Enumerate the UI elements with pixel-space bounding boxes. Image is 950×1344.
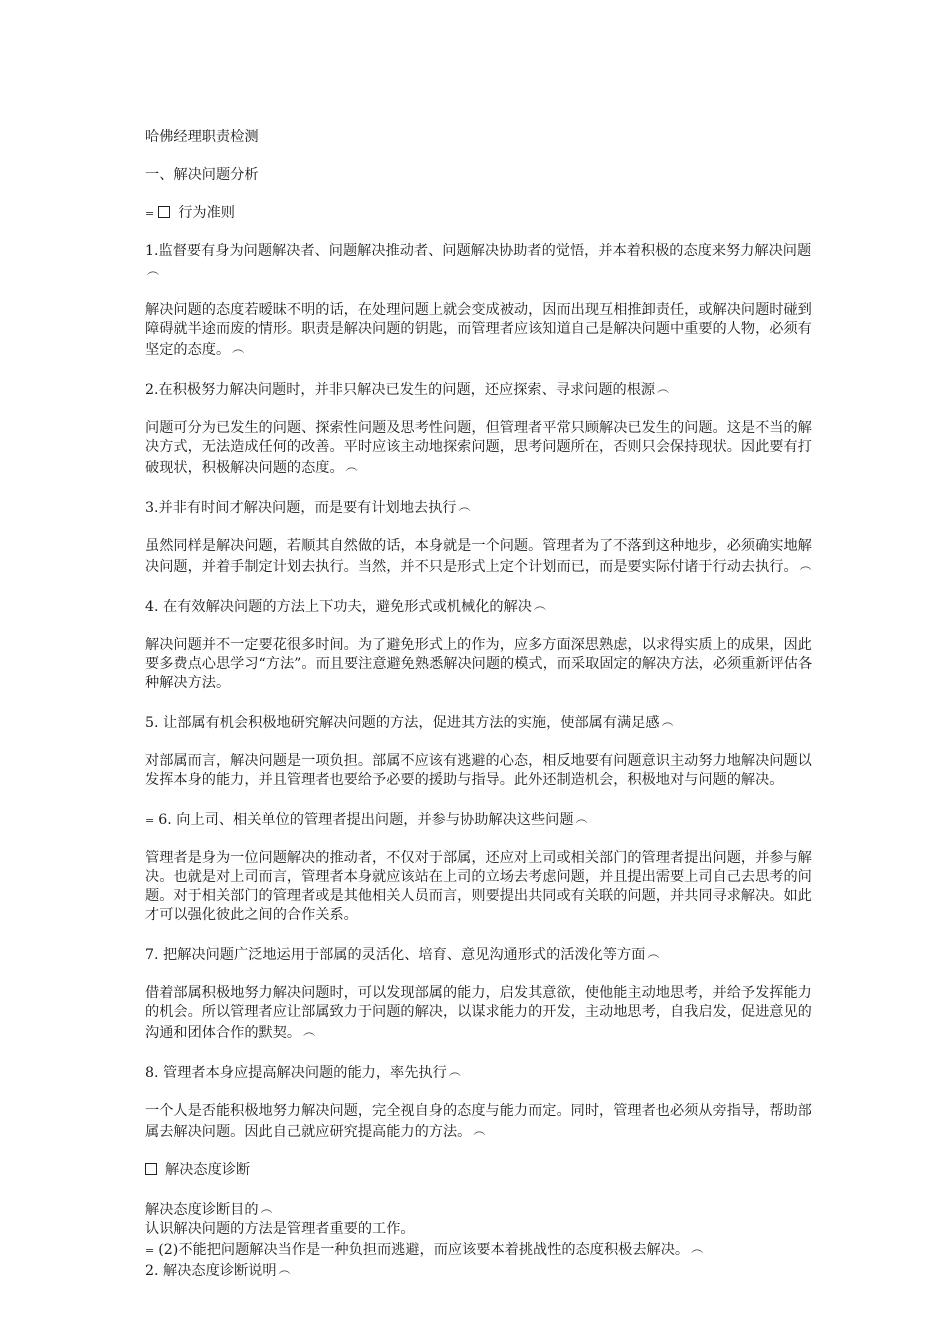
item-body: 解决问题并不一定要花很多时间。为了避免形式上的作为，应多方面深思熟虑，以求得实质上的成果，因此要多费点心思学习“方法”。而且要注意避免熟悉解决问题的模式，而采取固定的解决方法，必须重新评估各种解决方法。 [145, 637, 813, 691]
item-body: 管理者是身为一位问题解决的推动者，不仅对于部属，还应对上司或相关部门的管理者提出问题，并参与解决。也就是对上司而言，管理者本身就应该站在上司的立场去考虑问题，并且提出需要上司自己去思考的问题。对于相关部门的管理者或是其他相关人员而言，则要提出共同或有关联的问题，并共同寻求解决。如此才可以强化彼此之间的合作关系。 [145, 850, 812, 923]
item-heading: 8. 管理者本身应提高解决问题的能力，率先执行 ︵ [145, 1064, 461, 1081]
equals-mark-icon: = [145, 1244, 155, 1257]
checkbox-square-icon [158, 206, 170, 218]
subsection-heading: 解决态度诊断 [145, 1161, 813, 1180]
diagnosis-line: 解决态度诊断目的 ︵ [145, 1201, 273, 1218]
item-body: 借着部属积极地努力解决问题时，可以发现部属的能力，启发其意欲，使他能主动地思考，并给予发挥能力的机会。所以管理者应让部属致力于问题的解决，以谋求能力的开发，主动地思考，自我启发，促进意见的沟通和团体合作的默契。 ︵ [145, 985, 812, 1041]
paragraph-mark-icon: ︵ [575, 811, 588, 825]
paragraph-mark-icon: ︵ [661, 714, 674, 728]
item-heading: 3.并非有时间才解决问题，而是要有计划地去执行 ︵ [145, 499, 471, 516]
subsection-heading: = 行为准则 [145, 205, 235, 221]
equals-mark-icon: = [145, 814, 155, 827]
paragraph-mark-icon: ︵ [458, 499, 471, 513]
item-heading: 1.监督要有身为问题解决者、问题解决推动者、问题解决协助者的觉悟，并本着积极的态度来努力解决问题︵ [145, 242, 813, 282]
item-heading: 7. 把解决问题广泛地运用于部属的灵活化、培育、意见沟通形式的活泼化等方面 ︵ [145, 946, 660, 963]
paragraph-mark-icon: ︵ [647, 946, 660, 960]
section-heading: 一、解决问题分析 [145, 167, 259, 183]
paragraph-mark-icon: ︵ [232, 341, 245, 355]
item-heading: 4. 在有效解决问题的方法上下功夫，避免形式或机械化的解决 ︵ [145, 598, 546, 615]
paragraph-mark-icon: ︵ [448, 1064, 461, 1078]
document-title: 哈佛经理职责检测 [145, 129, 259, 145]
checkbox-square-icon [145, 1163, 157, 1175]
paragraph-mark-icon: ︵ [147, 263, 160, 277]
diagnosis-line: 2. 解决态度诊断说明 ︵ [145, 1262, 291, 1279]
paragraph-mark-icon: ︵ [691, 1241, 704, 1255]
item-body: 问题可分为已发生的问题、探索性问题及思考性问题，但管理者平常只顾解决已发生的问题。这是不当的解决方式，无法造成任何的改善。平时应该主动地探索问题，思考问题所在，否则只会保持现状。因此要有打破现状，积极解决问题的态度。 ︵ [145, 420, 812, 476]
item-heading: = 6. 向上司、相关单位的管理者提出问题，并参与协助解决这些问题 ︵ [145, 811, 588, 828]
equals-mark-icon: = [145, 207, 155, 220]
paragraph-mark-icon: ︵ [473, 1123, 486, 1137]
item-body: 虽然同样是解决问题，若顺其自然做的话，本身就是一个问题。管理者为了不落到这种地步，必须确实地解决问题，并着手制定计划去执行。当然，并不只是形式上定个计划而已，而是要实际付诸于行动去执行。 ︵ [145, 538, 812, 575]
paragraph-mark-icon: ︵ [260, 1201, 273, 1215]
diagnosis-line: = (2)不能把问题解决当作是一种负担而逃避，而应该要本着挑战性的态度积极去解决。 ︵ [145, 1241, 704, 1258]
paragraph-mark-icon: ︵ [278, 1262, 291, 1276]
paragraph-mark-icon: ︵ [303, 1024, 316, 1038]
paragraph-mark-icon: ︵ [533, 598, 546, 612]
item-body: 一个人是否能积极地努力解决问题，完全视自身的态度与能力而定。同时，管理者也必须从旁指导，帮助部属去解决问题。因此自己就应研究提高能力的方法。 ︵ [145, 1103, 812, 1140]
item-heading: 2.在积极努力解决问题时，并非只解决已发生的问题，还应探索、寻求问题的根源 ︵ [145, 381, 670, 398]
item-body: 对部属而言，解决问题是一项负担。部属不应该有逃避的心态，相反地要有问题意识主动努力地解决问题以发挥本身的能力，并且管理者也要给予必要的援助与指导。此外还制造机会，积极地对与问题的解决。 [145, 753, 812, 788]
item-body: 解决问题的态度若暧昧不明的话，在处理问题上就会变成被动，因而出现互相推卸责任，或解决问题时碰到障碍就半途而废的情形。职责是解决问题的钥匙，而管理者应该知道自己是解决问题中重要的人物，必须有坚定的态度。 ︵ [145, 302, 812, 358]
diagnosis-line: 认识解决问题的方法是管理者重要的工作。 [145, 1221, 415, 1237]
document-page [145, 128, 813, 1281]
item-heading: 5. 让部属有机会积极地研究解决问题的方法，促进其方法的实施，使部属有满足感 ︵ [145, 714, 674, 731]
paragraph-mark-icon: ︵ [345, 459, 358, 473]
paragraph-mark-icon: ︵ [657, 381, 670, 395]
paragraph-mark-icon: ︵ [799, 558, 812, 572]
